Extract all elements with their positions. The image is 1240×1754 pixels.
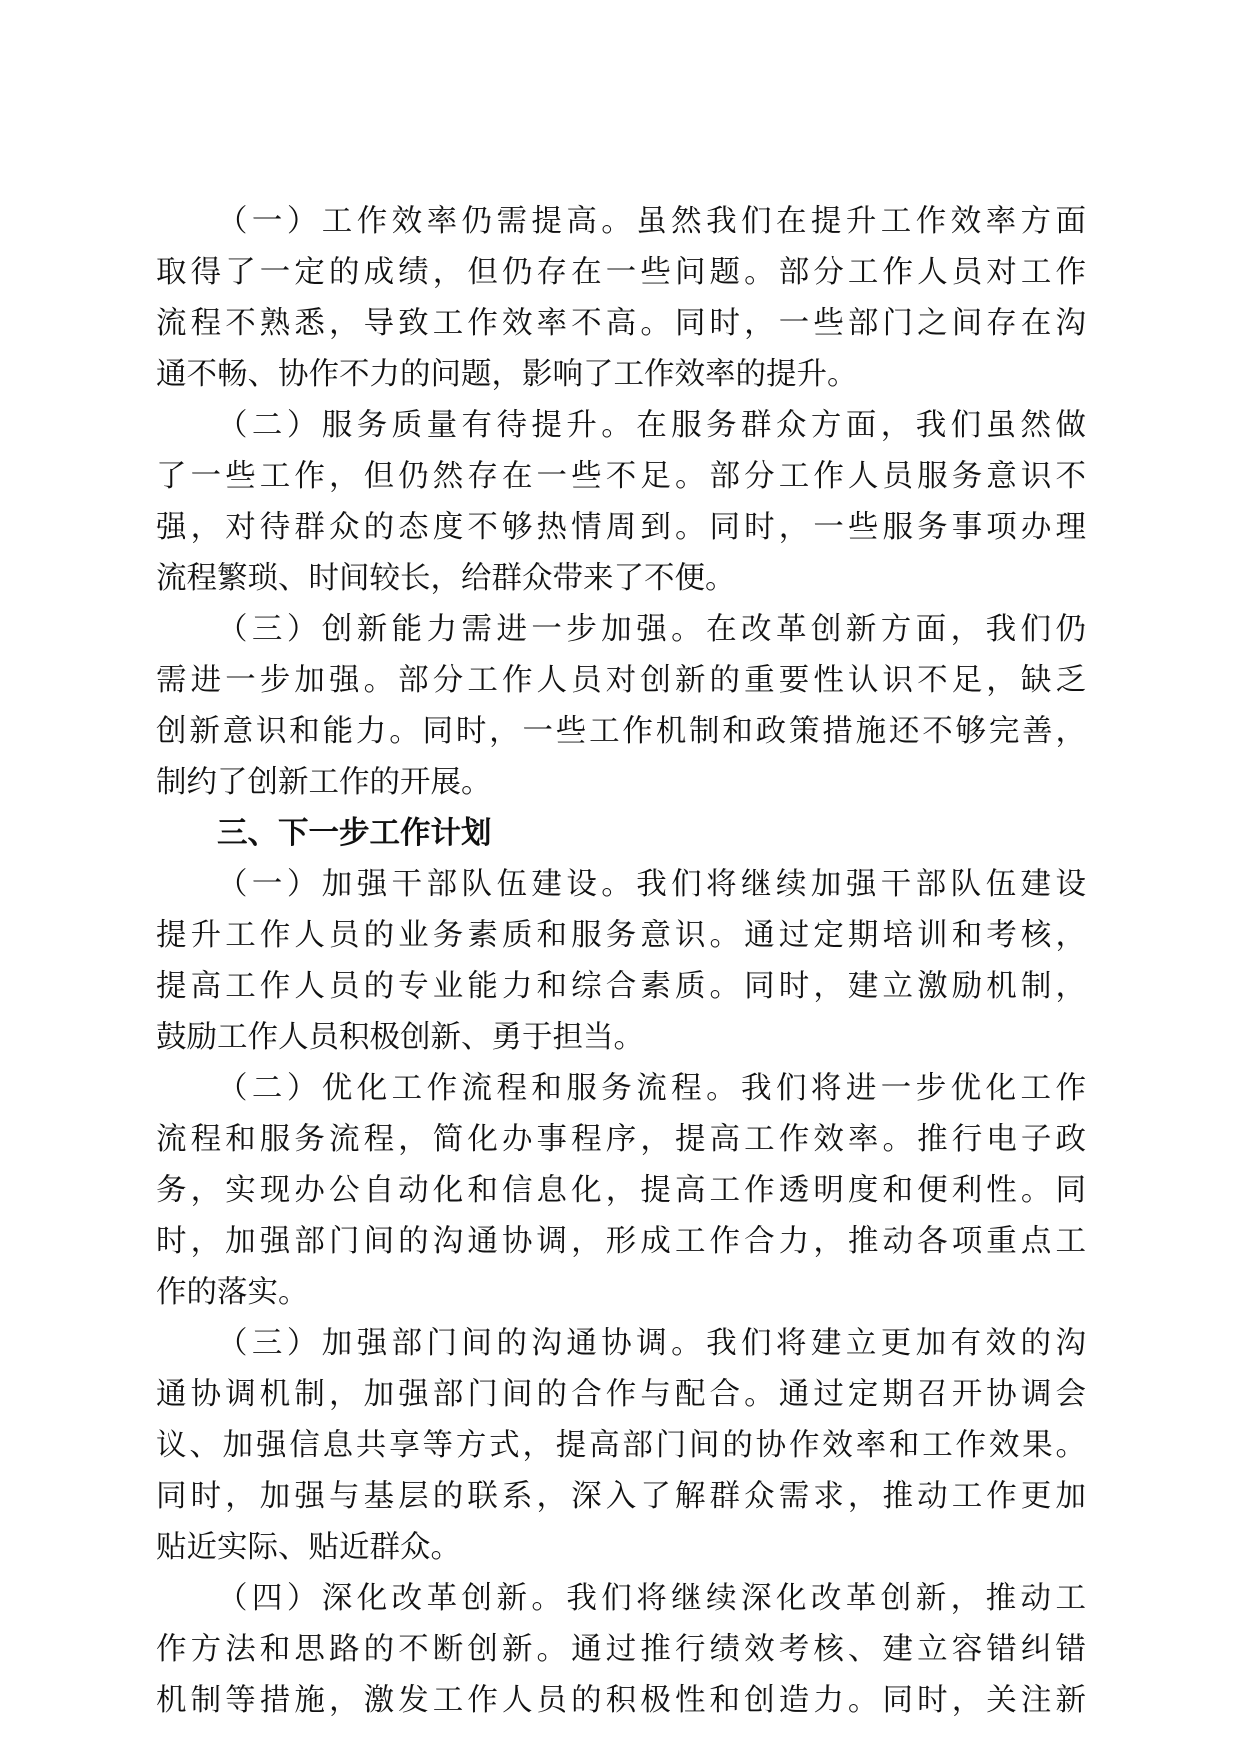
paragraph-line: （三）加强部门间的沟通协调。我们将建立更加有效的沟 — [217, 1326, 1086, 1361]
paragraph-team-building — [156, 859, 1086, 1063]
paragraph-line: 提高工作人员的专业能力和综合素质。同时，建立激励机制， — [156, 969, 1086, 1004]
paragraph-line: 作方法和思路的不断创新。通过推行绩效考核、建立容错纠错 — [156, 1632, 1086, 1667]
paragraph-service-quality — [156, 400, 1086, 604]
paragraph-line: 了一些工作，但仍然存在一些不足。部分工作人员服务意识不 — [156, 459, 1086, 494]
paragraph-line: 制约了创新工作的开展。 — [156, 765, 492, 800]
paragraph-line: 机制等措施，激发工作人员的积极性和创造力。同时，关注新 — [156, 1683, 1086, 1718]
paragraph-line: （二）优化工作流程和服务流程。我们将进一步优化工作 — [217, 1071, 1086, 1106]
paragraph-line: 流程和服务流程，简化办事程序，提高工作效率。推行电子政 — [156, 1122, 1086, 1157]
paragraph-line: （二）服务质量有待提升。在服务群众方面，我们虽然做 — [217, 408, 1086, 443]
paragraph-line: 务，实现办公自动化和信息化，提高工作透明度和便利性。同 — [156, 1173, 1086, 1208]
paragraph-process-optimization — [156, 1063, 1086, 1318]
document-body — [156, 196, 1086, 1726]
paragraph-line: 需进一步加强。部分工作人员对创新的重要性认识不足，缺乏 — [156, 663, 1086, 698]
paragraph-communication — [156, 1318, 1086, 1573]
paragraph-reform-innovation — [156, 1573, 1086, 1726]
paragraph-line: 议、加强信息共享等方式，提高部门间的协作效率和工作效果。 — [156, 1428, 1086, 1463]
paragraph-line: 贴近实际、贴近群众。 — [156, 1530, 461, 1565]
paragraph-line: 流程不熟悉，导致工作效率不高。同时，一些部门之间存在沟 — [156, 306, 1086, 341]
paragraph-line: 作的落实。 — [156, 1275, 309, 1310]
paragraph-line: 流程繁琐、时间较长，给群众带来了不便。 — [156, 561, 736, 596]
section-heading-next-plan: 三、下一步工作计划 — [217, 816, 492, 851]
paragraph-line: 取得了一定的成绩，但仍存在一些问题。部分工作人员对工作 — [156, 255, 1086, 290]
paragraph-line: （三）创新能力需进一步加强。在改革创新方面，我们仍 — [217, 612, 1086, 647]
paragraph-innovation — [156, 604, 1086, 808]
paragraph-line: 通协调机制，加强部门间的合作与配合。通过定期召开协调会 — [156, 1377, 1086, 1412]
paragraph-line: 时，加强部门间的沟通协调，形成工作合力，推动各项重点工 — [156, 1224, 1086, 1259]
paragraph-line: 同时，加强与基层的联系，深入了解群众需求，推动工作更加 — [156, 1479, 1086, 1514]
paragraph-line: （一）工作效率仍需提高。虽然我们在提升工作效率方面 — [217, 204, 1086, 239]
paragraph-line: 鼓励工作人员积极创新、勇于担当。 — [156, 1020, 644, 1055]
paragraph-line: （一）加强干部队伍建设。我们将继续加强干部队伍建设 — [217, 867, 1086, 902]
paragraph-line: 创新意识和能力。同时，一些工作机制和政策措施还不够完善， — [156, 714, 1086, 749]
paragraph-line: 强，对待群众的态度不够热情周到。同时，一些服务事项办理 — [156, 510, 1086, 545]
paragraph-line: （四）深化改革创新。我们将继续深化改革创新，推动工 — [217, 1581, 1086, 1616]
paragraph-line: 通不畅、协作不力的问题，影响了工作效率的提升。 — [156, 357, 858, 392]
paragraph-line: 提升工作人员的业务素质和服务意识。通过定期培训和考核， — [156, 918, 1086, 953]
paragraph-efficiency — [156, 196, 1086, 400]
